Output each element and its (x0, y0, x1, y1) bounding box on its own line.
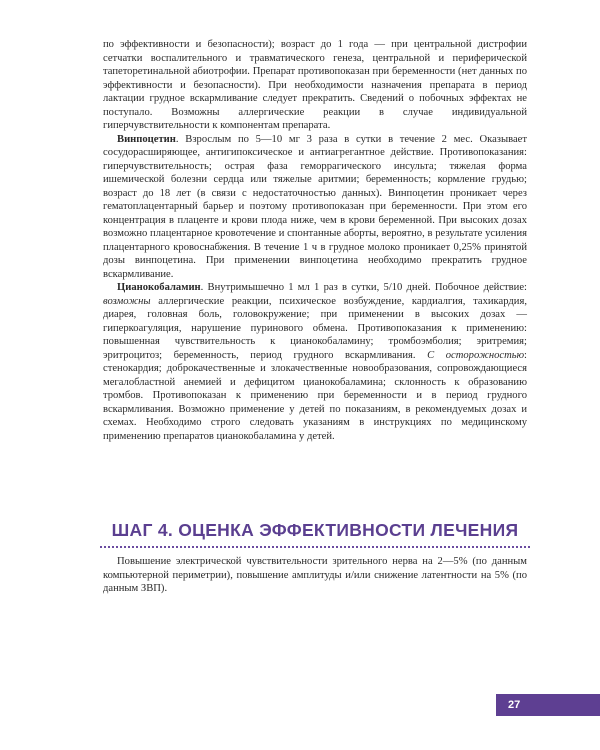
dotted-divider (100, 546, 530, 548)
page-number: 27 (508, 699, 521, 711)
cyano-text-2: аллергические реакции, психическое возбуждение, кардиалгия, тахикардия, диарея, головная боль, головокружение; при применении в высоких дозах — гиперкоагуляция, нарушение пуринового обмена. Противопоказания к применению: повышенная чувствительность к цианокобаламину; тромбоэмболия; эритремия; эритроцитоз; беременность, период грудного вскармливания. (103, 295, 527, 361)
cyano-text-3: : стенокардия; доброкачественные и злокачественные новообразования, сопровождающиеся мегалобластной анемией и дефицитом цианокобаламина; склонность к образованию тромбов. Противопоказан к применению при беременности и в период грудного вскармливания. Возможно применение у детей по показаниям, в рекомендуемых дозах и схемах. Необходимо строго следовать указаниям в инструкциях по медицинскому применению препаратов цианокобаламина у детей. (103, 349, 527, 442)
page-number-tab (496, 694, 600, 716)
cyano-possible-italic: возможны (103, 295, 151, 307)
paragraph-continuation: по эффективности и безопасности); возраст до 1 года — при центральной дистрофии сетчатки воспалительного и травматического генеза, центральной и периферической тапеторетинальной абиотрофии. Препарат противопоказан при беременности (нет данных по эффективности и безопасности). При необходимости назначения препарата в период лактации грудное вскармливание следует прекратить. Сведений о побочных эффектах не поступало. Возможны аллергические реакции в случае индивидуальной гиперчувствительности к компонентам препарата. (103, 39, 527, 131)
cyano-text-1: . Внутримышечно 1 мл 1 раз в сутки, 5/10 дней. Побочное действие: (200, 282, 527, 293)
drug-name-cyanocobalamin: Цианокобаламин (117, 282, 201, 293)
section-heading: ШАГ 4. ОЦЕНКА ЭФФЕКТИВНОСТИ ЛЕЧЕНИЯ (111, 520, 519, 540)
vinpocetine-text: . Взрослым по 5—10 мг 3 раза в сутки в течение 2 мес. Оказывает сосудорасширяющее, антигипоксическое и антиагрегантное действие. Противопоказания: гиперчувствительность; острая фаза геморрагического инсульта; тяжелая форма ишемической болезни сердца или тяжелые аритмии; беременность; кормление грудью; возраст до 18 лет (в связи с недостаточностью данных). Винпоцетин проникает через гематоплацентарный барьер и поэтому противопоказан при беременности. При этом его концентрация в плаценте и крови плода ниже, чем в крови беременной. При высоких дозах возможно плацентарное кровотечение и спонтанные аборты, вероятно, в результате усиления плацентарного кровоснабжения. В течение 1 ч в грудное молоко проникает 0,25% принятой дозы винпоцетина. При применении винпоцетина необходимо прекратить грудное вскармливание. (103, 133, 527, 280)
drug-name-vinpocetine: Винпоцетин (117, 133, 176, 145)
page-body (103, 38, 527, 443)
paragraph-vinpocetine (103, 133, 527, 282)
cyano-caution-italic: С осторожностью (427, 349, 525, 361)
step-paragraph: Повышение электрической чувствительности зрительного нерва на 2—5% (по данным компьютерной периметрии), повышение амплитуды и/или снижение латентности на 5% (по данным ЗВП). (103, 556, 527, 594)
paragraph-cyanocobalamin (103, 281, 527, 443)
